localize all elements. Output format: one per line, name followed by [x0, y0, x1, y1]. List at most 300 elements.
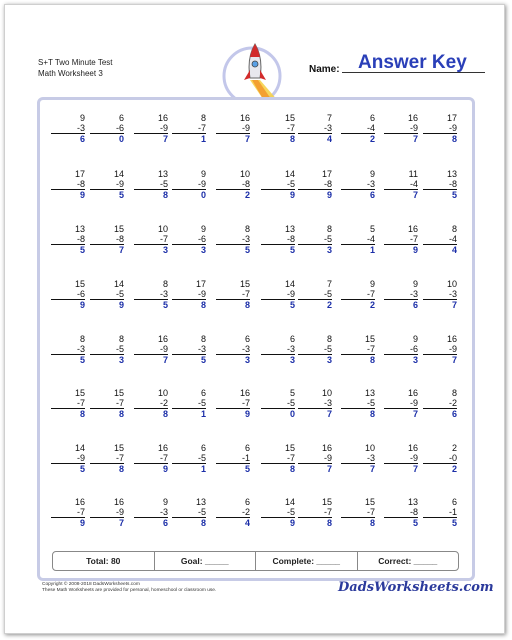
answer: 7	[118, 518, 124, 528]
name-label: Name:	[309, 64, 340, 75]
problem-5-6	[261, 334, 295, 365]
minuend: 5	[369, 224, 375, 234]
problem-2-2	[90, 169, 124, 200]
subtrahend: -9	[172, 179, 206, 190]
problem-2-3	[134, 169, 168, 200]
minuend: 16	[407, 224, 418, 234]
problem-1-1	[51, 113, 85, 144]
answer: 8	[79, 409, 85, 419]
subtrahend: -3	[423, 289, 457, 300]
subtrahend: -9	[90, 507, 124, 518]
subtrahend: -5	[172, 398, 206, 409]
problem-7-7	[298, 443, 332, 474]
problem-4-6	[261, 279, 295, 310]
subtrahend: -9	[172, 289, 206, 300]
answer: 8	[200, 518, 206, 528]
problem-8-8	[341, 497, 375, 528]
answer: 2	[326, 300, 332, 310]
totals-bar	[52, 551, 459, 571]
subtrahend: -6	[172, 234, 206, 245]
answer: 9	[79, 190, 85, 200]
problem-4-1	[51, 279, 85, 310]
problem-2-1	[51, 169, 85, 200]
subtrahend: -7	[216, 289, 250, 300]
answer: 3	[326, 355, 332, 365]
problem-6-10	[423, 388, 457, 419]
minuend: 9	[412, 279, 418, 289]
answer: 2	[451, 464, 457, 474]
minuend: 6	[244, 497, 250, 507]
problem-1-7	[298, 113, 332, 144]
problem-1-9	[384, 113, 418, 144]
problem-7-3	[134, 443, 168, 474]
subtrahend: -3	[172, 344, 206, 355]
subtrahend: -9	[134, 344, 168, 355]
subtrahend: -1	[423, 507, 457, 518]
answer: 5	[79, 355, 85, 365]
subtrahend: -7	[261, 123, 295, 134]
answer: 8	[451, 134, 457, 144]
subtrahend: -5	[90, 344, 124, 355]
subtrahend: -3	[51, 123, 85, 134]
problem-3-5	[216, 224, 250, 255]
answer: 5	[289, 300, 295, 310]
minuend: 13	[446, 169, 457, 179]
problem-2-5	[216, 169, 250, 200]
subtrahend: -8	[90, 234, 124, 245]
answer: 4	[244, 518, 250, 528]
minuend: 10	[157, 224, 168, 234]
subtrahend: -3	[384, 289, 418, 300]
answer: 7	[162, 134, 168, 144]
subtrahend: -2	[134, 398, 168, 409]
minuend: 16	[157, 334, 168, 344]
subtrahend: -3	[298, 398, 332, 409]
problem-2-10	[423, 169, 457, 200]
minuend: 10	[321, 388, 332, 398]
problem-1-4	[172, 113, 206, 144]
subtrahend: -5	[298, 234, 332, 245]
problem-8-9	[384, 497, 418, 528]
problem-1-3	[134, 113, 168, 144]
answer: 9	[289, 190, 295, 200]
subtrahend: -5	[298, 289, 332, 300]
answer: 9	[162, 464, 168, 474]
subtrahend: -8	[384, 507, 418, 518]
answer: 8	[369, 355, 375, 365]
minuend: 11	[408, 169, 418, 179]
problem-6-7	[298, 388, 332, 419]
minuend: 17	[321, 169, 332, 179]
answer: 9	[244, 409, 250, 419]
minuend: 15	[74, 388, 85, 398]
minuend: 13	[407, 497, 418, 507]
minuend: 6	[244, 443, 250, 453]
problem-4-5	[216, 279, 250, 310]
subtrahend: -8	[298, 179, 332, 190]
problem-4-3	[134, 279, 168, 310]
answer: 7	[412, 409, 418, 419]
minuend: 14	[284, 169, 295, 179]
minuend: 9	[369, 169, 375, 179]
problem-7-10	[423, 443, 457, 474]
problem-4-8	[341, 279, 375, 310]
subtrahend: -5	[172, 453, 206, 464]
subtrahend: -8	[51, 234, 85, 245]
minuend: 6	[118, 113, 124, 123]
subtrahend: -9	[423, 123, 457, 134]
problem-5-9	[384, 334, 418, 365]
answer: 9	[326, 190, 332, 200]
title-line-2: Math Worksheet 3	[38, 69, 103, 78]
answer: 4	[451, 245, 457, 255]
problem-5-3	[134, 334, 168, 365]
minuend: 14	[284, 279, 295, 289]
minuend: 13	[364, 388, 375, 398]
subtrahend: -9	[51, 453, 85, 464]
answer: 7	[412, 464, 418, 474]
subtrahend: -7	[172, 123, 206, 134]
subtrahend: -7	[90, 398, 124, 409]
subtrahend: -4	[423, 234, 457, 245]
problem-8-1	[51, 497, 85, 528]
minuend: 15	[364, 497, 375, 507]
problem-2-7	[298, 169, 332, 200]
problem-6-9	[384, 388, 418, 419]
answer: 7	[326, 409, 332, 419]
subtrahend: -9	[134, 123, 168, 134]
answer: 2	[369, 134, 375, 144]
answer: 5	[79, 245, 85, 255]
answer: 7	[118, 245, 124, 255]
answer: 7	[326, 464, 332, 474]
site-logo: DadsWorksheets.com	[338, 580, 494, 595]
answer: 8	[162, 409, 168, 419]
problem-1-8	[341, 113, 375, 144]
subtrahend: -5	[261, 398, 295, 409]
minuend: 9	[412, 334, 418, 344]
subtrahend: -3	[261, 344, 295, 355]
answer: 7	[412, 134, 418, 144]
problem-7-8	[341, 443, 375, 474]
subtrahend: -5	[172, 507, 206, 518]
subtrahend: -6	[90, 123, 124, 134]
subtrahend: -8	[261, 234, 295, 245]
answer: 9	[79, 300, 85, 310]
answer: 3	[244, 355, 250, 365]
problem-5-7	[298, 334, 332, 365]
minuend: 16	[407, 388, 418, 398]
subtrahend: -5	[298, 344, 332, 355]
problem-5-10	[423, 334, 457, 365]
problem-5-4	[172, 334, 206, 365]
problem-3-10	[423, 224, 457, 255]
problem-1-6	[261, 113, 295, 144]
minuend: 14	[284, 497, 295, 507]
answer: 9	[118, 300, 124, 310]
subtrahend: -7	[341, 507, 375, 518]
subtrahend: -5	[341, 398, 375, 409]
problem-8-4	[172, 497, 206, 528]
answer: 8	[200, 300, 206, 310]
minuend: 7	[326, 113, 332, 123]
usage-text: These Math Worksheets are provided for personal, homeschool or classroom use.	[42, 588, 217, 593]
subtrahend: -6	[51, 289, 85, 300]
minuend: 8	[200, 334, 206, 344]
answer: 8	[289, 134, 295, 144]
minuend: 17	[446, 113, 457, 123]
problem-3-1	[51, 224, 85, 255]
subtrahend: -9	[384, 398, 418, 409]
minuend: 8	[200, 113, 206, 123]
subtrahend: -9	[384, 123, 418, 134]
answer: 7	[451, 355, 457, 365]
minuend: 17	[74, 169, 85, 179]
problem-3-3	[134, 224, 168, 255]
minuend: 8	[79, 334, 85, 344]
answer: 9	[79, 518, 85, 528]
footer-text	[42, 582, 216, 594]
subtrahend: -7	[298, 507, 332, 518]
problem-3-6	[261, 224, 295, 255]
answer: 6	[369, 190, 375, 200]
goal-field: Goal: _____	[154, 552, 256, 570]
minuend: 16	[157, 443, 168, 453]
minuend: 8	[451, 388, 457, 398]
answer: 1	[200, 409, 206, 419]
subtrahend: -7	[90, 453, 124, 464]
problem-8-6	[261, 497, 295, 528]
subtrahend: -9	[384, 453, 418, 464]
subtrahend: -3	[341, 179, 375, 190]
subtrahend: -4	[341, 123, 375, 134]
answer: 7	[451, 300, 457, 310]
problem-7-1	[51, 443, 85, 474]
subtrahend: -7	[51, 398, 85, 409]
answer: 5	[451, 518, 457, 528]
minuend: 8	[244, 224, 250, 234]
answer: 3	[412, 355, 418, 365]
problem-6-1	[51, 388, 85, 419]
answer: 5	[200, 355, 206, 365]
minuend: 15	[284, 443, 295, 453]
minuend: 15	[321, 497, 332, 507]
answer: 5	[451, 190, 457, 200]
subtrahend: -3	[216, 234, 250, 245]
subtrahend: -3	[134, 289, 168, 300]
subtrahend: -4	[341, 234, 375, 245]
minuend: 6	[200, 443, 206, 453]
minuend: 9	[369, 279, 375, 289]
minuend: 15	[74, 279, 85, 289]
problem-5-1	[51, 334, 85, 365]
answer: 9	[289, 518, 295, 528]
subtrahend: -7	[261, 453, 295, 464]
answer: 7	[244, 134, 250, 144]
problem-8-5	[216, 497, 250, 528]
answer: 5	[289, 245, 295, 255]
problem-8-3	[134, 497, 168, 528]
minuend: 6	[451, 497, 457, 507]
problem-3-8	[341, 224, 375, 255]
problem-1-2	[90, 113, 124, 144]
subtrahend: -3	[51, 344, 85, 355]
subtrahend: -7	[341, 344, 375, 355]
problem-7-6	[261, 443, 295, 474]
minuend: 15	[113, 388, 124, 398]
complete-field: Complete: _____	[255, 552, 357, 570]
problem-4-10	[423, 279, 457, 310]
problem-7-4	[172, 443, 206, 474]
minuend: 9	[200, 224, 206, 234]
minuend: 15	[239, 279, 250, 289]
minuend: 16	[321, 443, 332, 453]
minuend: 13	[74, 224, 85, 234]
answer: 8	[369, 518, 375, 528]
problem-6-6	[261, 388, 295, 419]
subtrahend: -3	[134, 507, 168, 518]
minuend: 9	[200, 169, 206, 179]
subtrahend: -9	[90, 179, 124, 190]
subtrahend: -7	[51, 507, 85, 518]
problem-5-2	[90, 334, 124, 365]
answer: 5	[162, 300, 168, 310]
problem-4-4	[172, 279, 206, 310]
answer: 5	[118, 190, 124, 200]
problem-6-5	[216, 388, 250, 419]
problem-3-9	[384, 224, 418, 255]
answer: 8	[244, 300, 250, 310]
subtrahend: -7	[134, 234, 168, 245]
minuend: 17	[195, 279, 206, 289]
minuend: 16	[157, 113, 168, 123]
problem-8-7	[298, 497, 332, 528]
answer: 0	[118, 134, 124, 144]
subtrahend: -8	[423, 179, 457, 190]
subtrahend: -7	[216, 398, 250, 409]
answer: 5	[244, 245, 250, 255]
answer: 7	[369, 464, 375, 474]
problem-2-4	[172, 169, 206, 200]
minuend: 6	[289, 334, 295, 344]
answer: 7	[162, 355, 168, 365]
answer: 1	[200, 134, 206, 144]
subtrahend: -2	[423, 398, 457, 409]
problem-3-4	[172, 224, 206, 255]
answer: 6	[412, 300, 418, 310]
problem-6-3	[134, 388, 168, 419]
minuend: 15	[364, 334, 375, 344]
answer: 7	[412, 190, 418, 200]
answer: 8	[326, 518, 332, 528]
minuend: 16	[113, 497, 124, 507]
problem-4-9	[384, 279, 418, 310]
minuend: 8	[451, 224, 457, 234]
subtrahend: -3	[298, 123, 332, 134]
problem-3-7	[298, 224, 332, 255]
answer: 6	[162, 518, 168, 528]
minuend: 16	[446, 334, 457, 344]
problem-6-4	[172, 388, 206, 419]
subtrahend: -5	[134, 179, 168, 190]
minuend: 10	[446, 279, 457, 289]
answer: 0	[289, 409, 295, 419]
answer: 6	[79, 134, 85, 144]
problem-7-2	[90, 443, 124, 474]
minuend: 5	[289, 388, 295, 398]
minuend: 14	[113, 279, 124, 289]
problem-3-2	[90, 224, 124, 255]
minuend: 16	[407, 443, 418, 453]
answer: 3	[118, 355, 124, 365]
minuend: 8	[162, 279, 168, 289]
problem-5-8	[341, 334, 375, 365]
answer: 9	[412, 245, 418, 255]
total-count: Total: 80	[86, 556, 121, 566]
minuend: 15	[113, 224, 124, 234]
subtrahend: -9	[298, 453, 332, 464]
problem-2-9	[384, 169, 418, 200]
answer: 8	[118, 409, 124, 419]
minuend: 13	[195, 497, 206, 507]
problem-5-5	[216, 334, 250, 365]
minuend: 9	[79, 113, 85, 123]
answer: 1	[369, 245, 375, 255]
minuend: 2	[451, 443, 457, 453]
subtrahend: -5	[261, 179, 295, 190]
answer: 3	[162, 245, 168, 255]
minuend: 13	[157, 169, 168, 179]
subtrahend: -9	[423, 344, 457, 355]
subtrahend: -7	[134, 453, 168, 464]
subtrahend: -4	[384, 179, 418, 190]
answer: 2	[244, 190, 250, 200]
subtrahend: -7	[341, 289, 375, 300]
minuend: 10	[239, 169, 250, 179]
subtrahend: -1	[216, 453, 250, 464]
answer-key-label: Answer Key	[358, 52, 467, 73]
minuend: 7	[326, 279, 332, 289]
answer: 8	[118, 464, 124, 474]
problem-6-8	[341, 388, 375, 419]
subtrahend: -9	[261, 289, 295, 300]
answer: 0	[200, 190, 206, 200]
problem-7-9	[384, 443, 418, 474]
minuend: 15	[284, 113, 295, 123]
copyright-text: Copyright © 2008-2018 DadsWorksheets.com	[42, 582, 140, 587]
subtrahend: -5	[90, 289, 124, 300]
minuend: 6	[244, 334, 250, 344]
minuend: 16	[239, 388, 250, 398]
answer: 3	[289, 355, 295, 365]
subtrahend: -9	[216, 123, 250, 134]
minuend: 13	[284, 224, 295, 234]
problem-2-8	[341, 169, 375, 200]
problem-2-6	[261, 169, 295, 200]
answer: 3	[326, 245, 332, 255]
answer: 8	[162, 190, 168, 200]
subtrahend: -8	[216, 179, 250, 190]
subtrahend: -3	[216, 344, 250, 355]
minuend: 6	[369, 113, 375, 123]
answer: 4	[326, 134, 332, 144]
minuend: 10	[157, 388, 168, 398]
minuend: 14	[74, 443, 85, 453]
subtrahend: -5	[261, 507, 295, 518]
minuend: 8	[326, 224, 332, 234]
answer: 6	[451, 409, 457, 419]
minuend: 15	[113, 443, 124, 453]
